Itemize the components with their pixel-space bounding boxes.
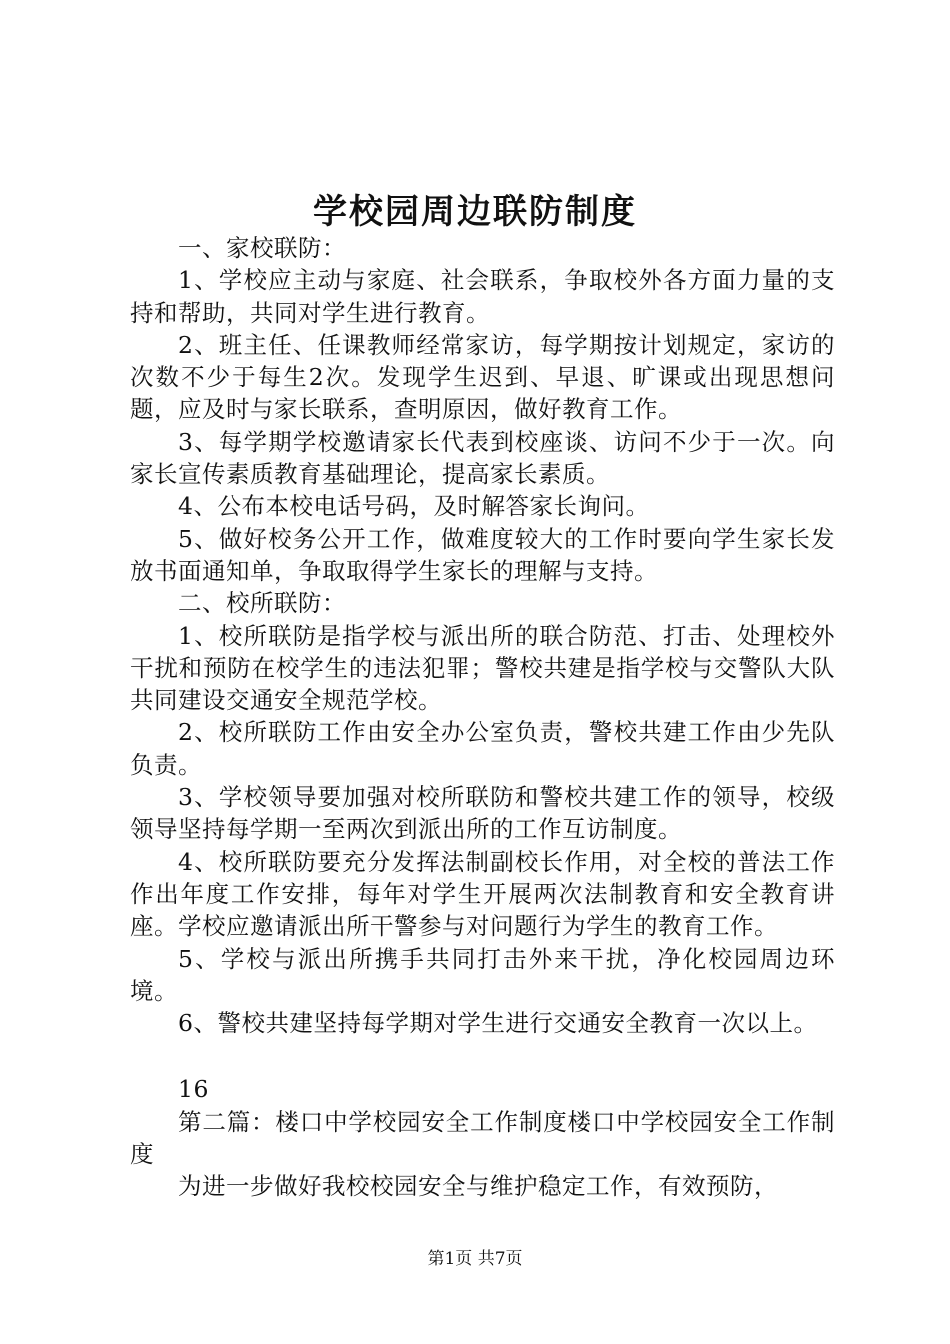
page-number-marker: 16	[178, 1075, 209, 1104]
second-article-title: 第二篇：楼口中学校园安全工作制度楼口中学校园安全工作制度	[130, 1107, 835, 1169]
paragraph: 3、每学期学校邀请家长代表到校座谈、访问不少于一次。向家长宣传素质教育基础理论，提高家长素质。	[130, 427, 835, 489]
paragraph: 5、做好校务公开工作，做难度较大的工作时要向学生家长发放书面通知单，争取取得学生家长的理解与支持。	[130, 524, 835, 585]
page-footer: 第1页 共7页	[427, 1249, 523, 1269]
document-title: 学校园周边联防制度	[313, 192, 637, 232]
paragraph: 2、班主任、任课教师经常家访，每学期按计划规定，家访的次数不少于每生2次。发现学生迟到、早退、旷课或出现思想问题，应及时与家长联系，查明原因，做好教育工作。	[130, 330, 835, 424]
paragraph: 为进一步做好我校校园安全与维护稳定工作，有效预防，	[178, 1172, 778, 1201]
paragraph: 4、校所联防要充分发挥法制副校长作用，对全校的普法工作作出年度工作安排，每年对学生开展两次法制教育和安全教育讲座。学校应邀请派出所干警参与对问题行为学生的教育工作。	[130, 847, 835, 941]
document-body	[130, 232, 835, 1203]
paragraph: 2、校所联防工作由安全办公室负责，警校共建工作由少先队负责。	[130, 718, 835, 779]
section-heading-2: 二、校所联防：	[178, 589, 346, 618]
section-heading-1: 一、家校联防：	[178, 234, 346, 262]
paragraph: 1、校所联防是指学校与派出所的联合防范、打击、处理校外干扰和预防在校学生的违法犯罪；警校共建是指学校与交警队大队共同建设交通安全规范学校。	[130, 621, 835, 715]
paragraph: 6、警校共建坚持每学期对学生进行交通安全教育一次以上。	[178, 1009, 818, 1038]
paragraph: 4、公布本校电话号码，及时解答家长询问。	[178, 492, 650, 521]
paragraph: 3、学校领导要加强对校所联防和警校共建工作的领导，校级领导坚持每学期一至两次到派出所的工作互访制度。	[130, 783, 835, 844]
paragraph: 5、学校与派出所携手共同打击外来干扰，净化校园周边环境。	[130, 944, 835, 1005]
paragraph: 1、学校应主动与家庭、社会联系，争取校外各方面力量的支持和帮助，共同对学生进行教育。	[130, 266, 835, 327]
